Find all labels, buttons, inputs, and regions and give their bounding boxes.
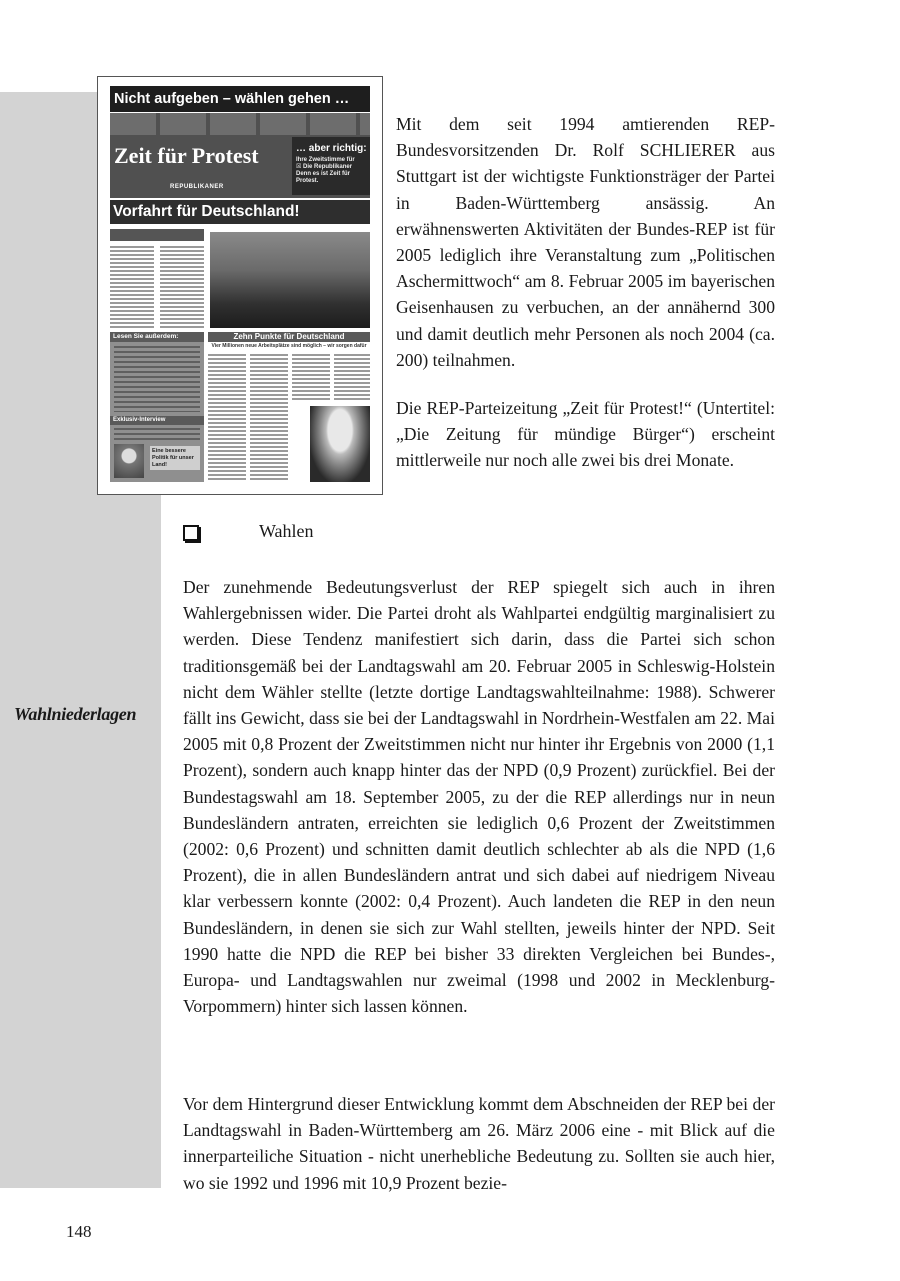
- newspaper-ten-points-heading: Zehn Punkte für Deutschland: [208, 332, 370, 342]
- body-paragraph: Vor dem Hintergrund dieser Entwicklung kommt dem Abschneiden der REP bei der Landtagswahl in Baden-Württemberg am 26. März 2006 eine - mit Blick auf die innerparteiliche Situation - nicht unerhebliche Bedeutung zu. Sollten sie auch hier, wo sie 1992 und 1996 mit 10,9 Prozent bezie-: [183, 1094, 775, 1193]
- newspaper-aside-line: ☒ Die Republikaner: [296, 164, 353, 170]
- newspaper-text-column: [250, 354, 288, 482]
- newspaper-banner: Nicht aufgeben – wählen gehen …: [110, 86, 370, 112]
- newspaper-subtitle: Vorfahrt für Deutschland!: [110, 200, 370, 224]
- newspaper-crowd-photo: [210, 232, 370, 328]
- newspaper-text-column: [110, 246, 154, 328]
- newspaper-text-column: [292, 354, 330, 402]
- newspaper-lead-line: [110, 229, 204, 241]
- body-paragraph: Der zunehmende Bedeutungsverlust der REP spiegelt sich auch in ihren Wahlergebnissen wider. Die Partei droht als Wahlpartei endgültig marginalisiert zu werden. Diese Tendenz manifestiert sich darin, dass die Partei sich schon traditionsgemäß bei der Landtagswahl am 20. Februar 2005 in Schleswig-Holstein nicht dem Wähler stellte (letzte dortige Landtagswahlteilnahme: 1988). Schwerer fällt ins Gewicht, dass sie bei der Landtagswahl in Nordrhein-Westfalen am 22. Mai 2005 mit 0,8 Prozent der Zweitstimmen nicht nur hinter ihr Ergebnis von 2000 (1,1 Prozent), sondern auch knapp hinter das der NPD (0,9 Prozent) zurückfiel. Bei der Bundestagswahl am 18. September 2005, zu der die REP allerdings nur in neun Bundesländern antraten, erreichten sie lediglich 0,6 Prozent der Zweitstimmen (2002: 0,6 Prozent) und schnitten damit deutlich schlechter ab als die NPD (1,6 Prozent), die in allen Bundesländern antrat und sich dabei auf niedrigem Niveau klar verbessern konnte (2002: 0,4 Prozent). Auch landeten die REP in den neun Bundesländern, in denen sie sich zur Wahl stellten, jeweils hinter der NPD. Seit 1990 hatte die NPD die REP bei bisher 33 direkten Vergleichen bei Bundes-, Europa- und Landtagswahlen nur zweimal (1998 und 2002 in Mecklenburg-Vorpommern) hinter sich lassen können.: [183, 577, 775, 1017]
- newspaper-text-column: [208, 354, 246, 482]
- newspaper-ten-points-subheading: Vier Millionen neue Arbeitsplätze sind möglich – wir sorgen dafür: [211, 343, 367, 349]
- checkbox-bullet-icon: [183, 525, 199, 541]
- newspaper-brand: REPUBLIKANER: [170, 184, 224, 190]
- intro-paragraph: Mit dem seit 1994 amtierenden REP-Bundesvorsitzenden Dr. Rolf SCHLIERER aus Stuttgart ist der wichtigste Funktionsträger der Partei in Baden-Württemberg ansässig. An erwähnenswerten Aktivitäten der Bundes-REP ist für 2005 lediglich ihre Veranstaltung zum „Politischen Aschermittwoch“ am 8. Februar 2005 im bayerischen Geisenhausen zu verbuchen, an der annähernd 300 und damit deutlich mehr Personen als noch 2004 (ca. 200) teilnahmen.: [396, 114, 775, 370]
- newspaper-title: Zeit für Protest: [114, 143, 259, 168]
- intro-paragraph: Die REP-Parteizeitung „Zeit für Protest!“ (Untertitel: „Die Zeitung für mündige Bürger“) erscheint mittlerweile nur noch alle zwei bis drei Monate.: [396, 398, 775, 471]
- page-number: 148: [66, 1222, 92, 1241]
- newspaper-thumbnail-photo: [114, 444, 144, 478]
- newspaper-sidebar-box: [110, 332, 204, 482]
- newspaper-interview-text: [114, 428, 200, 440]
- newspaper-masthead: [110, 113, 370, 198]
- section-heading-label: Wahlen: [259, 521, 314, 541]
- newspaper-illustration: [97, 76, 383, 495]
- newspaper-text-column: [334, 354, 370, 402]
- newspaper-teaser-columns: [110, 113, 370, 135]
- newspaper-slogan: Eine bessere Politik für unser Land!: [150, 446, 200, 470]
- newspaper-aside-title: … aber richtig:: [296, 143, 367, 154]
- margin-label: Wahlniederlagen: [14, 704, 137, 724]
- newspaper-interview-heading: Exklusiv-Interview: [110, 416, 204, 425]
- newspaper-sidebar-text: [114, 346, 200, 412]
- newspaper-aside-line: Denn es ist Zeit für Protest.: [296, 171, 351, 184]
- newspaper-text-column: [160, 246, 204, 328]
- newspaper-aside-line: Ihre Zweitstimme für: [296, 157, 355, 163]
- newspaper-aside: [292, 137, 370, 195]
- newspaper-sidebar-heading: Lesen Sie außerdem:: [110, 332, 204, 342]
- newspaper-aside-text: [296, 157, 366, 185]
- newspaper-portrait-photo: [310, 406, 370, 482]
